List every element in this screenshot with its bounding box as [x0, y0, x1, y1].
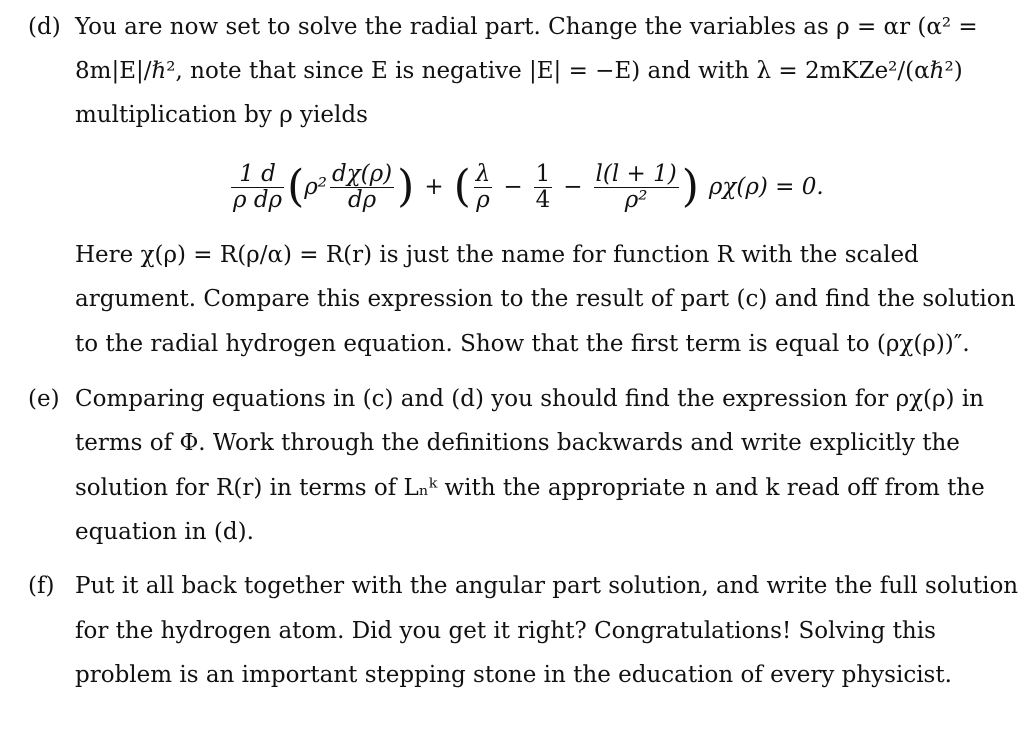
part-d-label: (d) [28, 14, 61, 40]
part-f-line-3: problem is an important stepping stone in the education of every physicist. [75, 662, 952, 688]
frac-lambda-over-rho: $\frac{\lambda}{\rho}$ [475, 160, 491, 213]
plus-sign: + [424, 174, 444, 200]
radial-equation [228, 152, 828, 222]
close-paren-2: ) [681, 161, 699, 212]
minus-sign-1: − [503, 174, 523, 200]
part-d-line-5: argument. Compare this expression to the result of part (c) and find the solution [75, 286, 1016, 312]
part-d-line-4: Here χ(ρ) = R(ρ/α) = R(r) is just the name for function R with the scaled [75, 242, 919, 268]
frac-one-over-rho-d-drho: $\frac{1 d}{\text{ρ dρ}}$ [233, 160, 283, 213]
part-e-line-4: equation in (d). [75, 519, 254, 545]
equation-tail: ρχ(ρ) = 0. [708, 174, 824, 200]
frac-one-quarter: $\frac{1}{4}$ [535, 160, 551, 213]
part-d-line-3: multiplication by ρ yields [75, 102, 368, 128]
part-e-label: (e) [28, 386, 60, 412]
part-d-line-6: to the radial hydrogen equation. Show that the first term is equal to (ρχ(ρ))″. [75, 331, 970, 357]
part-f-line-1: Put it all back together with the angular part solution, and write the full solution [75, 573, 1019, 599]
part-f-line-2: for the hydrogen atom. Did you get it right? Congratulations! Solving this [75, 618, 936, 644]
part-e-line-3: solution for R(r) in terms of Lₙᵏ with the appropriate n and k read off from the [75, 475, 985, 501]
part-e-line-2: terms of Φ. Work through the definitions backwards and write explicitly the [75, 430, 960, 456]
rho-squared: ρ² [304, 174, 327, 200]
part-e-line-1: Comparing equations in (c) and (d) you should find the expression for ρχ(ρ) in [75, 386, 984, 412]
frac-dchi-drho: $\frac{d\chi(\rho)}{d\rho}$ [332, 160, 393, 213]
minus-sign-2: − [563, 174, 583, 200]
part-d-line-1: You are now set to solve the radial part. Change the variables as ρ = αr (α² = [75, 14, 978, 40]
close-paren-1: ) [397, 161, 415, 212]
part-f-label: (f) [28, 573, 55, 599]
open-paren-2: ( [453, 161, 471, 212]
frac-l-l-plus-1-over-rho-sq: $\frac{l(l + 1)}{\text{ρ²}}$ [595, 160, 677, 213]
open-paren-1: ( [287, 161, 305, 212]
part-d-line-2: 8m|E|/ℏ², note that since E is negative |E| = −E) and with λ = 2mKZe²/(αℏ²) [75, 58, 963, 84]
